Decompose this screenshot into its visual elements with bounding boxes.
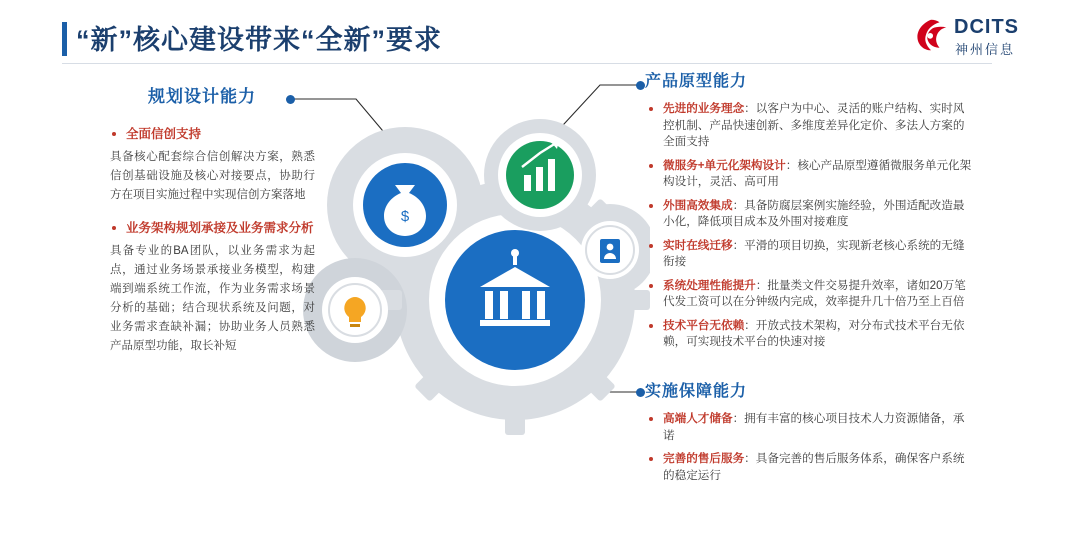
- item-body: ：具备完善的售后服务体系，确保客户系统的稳定运行: [663, 452, 965, 482]
- item-head: 高端人才储备: [663, 412, 733, 425]
- bullet-dot-icon: [649, 417, 653, 421]
- item-body: ：批量类文件交易提升效率，诸如20万笔代发工资可以在分钟级内完成，效率提升几十倍乃至上百倍: [663, 278, 966, 308]
- item-body: ：以客户为中心、灵活的账户结构、实时风控机制、产品快速创新、多维度差异化定价、多法人方案的全面支持: [663, 102, 965, 148]
- list-item: [645, 318, 975, 351]
- left-bullet-1: [110, 125, 315, 144]
- left-bullet-1-body: 具备核心配套综合信创解决方案，熟悉信创基础设施及核心对接要点，协助行方在项目实施过程中实现信创方案落地: [110, 151, 315, 201]
- bullet-dot-icon: [649, 204, 653, 208]
- list-item: [645, 198, 975, 231]
- bullet-dot-icon: [649, 244, 653, 248]
- bullet-dot-icon: [649, 164, 653, 168]
- bullet-dot-icon: [649, 457, 653, 461]
- svg-text:$: $: [400, 208, 410, 225]
- left-bullet-2: [110, 219, 315, 238]
- title-accent-bar: [62, 22, 67, 56]
- dcits-mark-icon: [914, 18, 948, 52]
- right-bottom-column: [645, 378, 975, 491]
- item-body: ：拥有丰富的核心项目技术人力资源储备，承诺: [663, 412, 965, 442]
- left-bullet-1-head: 全面信创支持: [126, 127, 202, 141]
- logo-text: DCITS: [954, 16, 1019, 38]
- bullet-dot-icon: [649, 284, 653, 288]
- right-bottom-heading: 实施保障能力: [645, 383, 748, 400]
- right-top-column: [645, 68, 975, 358]
- item-head: 系统处理性能提升: [663, 278, 756, 292]
- bullet-dot-icon: [649, 324, 653, 328]
- page-title: “新”核心建设带来“全新”要求: [76, 25, 442, 55]
- list-item: [645, 101, 975, 151]
- list-item: [645, 451, 975, 484]
- node-right-bottom: [636, 388, 645, 397]
- item-head: 完善的售后服务: [663, 452, 745, 465]
- title-divider: [62, 63, 992, 64]
- logo-subtext: 神州信息: [955, 42, 1016, 57]
- left-bullet-2-body: 具备专业的BA团队，以业务需求为起点，通过业务场景承接业务模型，构建端到端系统工作流，作为业务需求场景分析的基础；结合现状系统及问题，对业务需求查缺补漏；协助业务人员熟悉产品原型功能，取长补短: [110, 245, 315, 352]
- list-item: [645, 158, 975, 191]
- bar-chart-growth-icon: [484, 119, 596, 231]
- left-column-heading: 规划设计能力: [148, 87, 256, 106]
- item-body: ：平滑的项目切换，实现新老核心系统的无缝衔接: [663, 238, 965, 268]
- item-head: 实时在线迁移: [663, 238, 733, 252]
- item-head: 微服务+单元化架构设计: [663, 158, 786, 172]
- list-item: [645, 278, 975, 311]
- bullet-dot-icon: [649, 107, 653, 111]
- item-head: 先进的业务理念: [663, 102, 745, 115]
- item-body: ：核心产品原型遵循微服务单元化架构设计，灵活、高可用: [663, 158, 972, 188]
- list-item: [645, 411, 975, 444]
- item-head: 技术平台无依赖: [663, 318, 745, 332]
- slide-header: [62, 18, 822, 62]
- right-top-heading: 产品原型能力: [645, 73, 748, 90]
- bullet-dot-icon: [112, 226, 116, 230]
- item-body: ：具备防腐层案例实施经验，外围适配改造最小化，降低项目成本及外围对接难度: [663, 198, 965, 228]
- item-head: 外围高效集成: [663, 198, 733, 212]
- left-bullet-2-head: 业务架构规划承接及业务需求分析: [126, 221, 314, 235]
- list-item: [645, 238, 975, 271]
- item-body: ：开放式技术架构，对分布式技术平台无依赖，可实现技术平台的快速对接: [663, 318, 965, 348]
- bullet-dot-icon: [112, 132, 116, 136]
- user-badge-glyph: [600, 239, 620, 263]
- company-logo: [914, 14, 1054, 60]
- gear-illustration: [300, 95, 650, 475]
- node-right-top: [636, 81, 645, 90]
- left-column: [110, 82, 315, 370]
